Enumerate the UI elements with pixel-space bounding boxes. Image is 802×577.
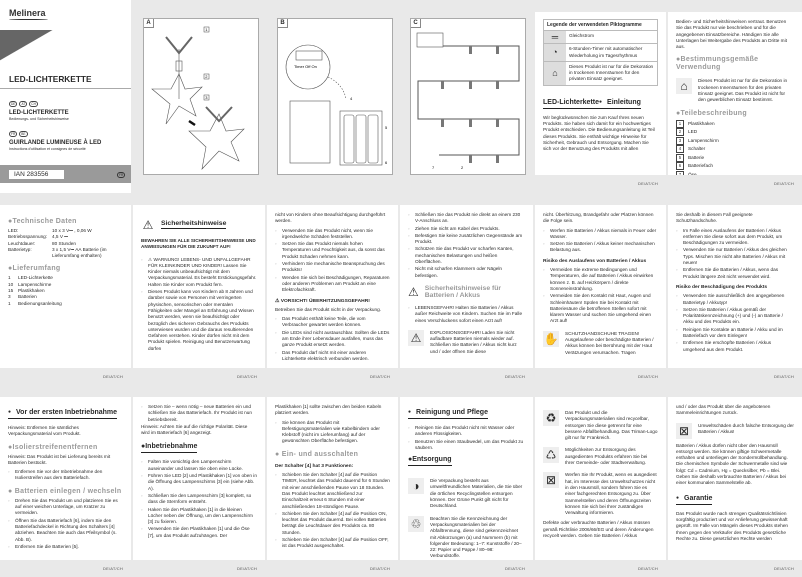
part-number: 1 xyxy=(676,120,684,128)
lang-badge: FR xyxy=(11,132,16,136)
paragraph: Werfen Sie Ihr Produkt, wenn es ausgedient hat, im Interesse des Umweltschutzes nicht in den Hausmüll, sondern führen Sie es einer fachgerechten Entsorgung zu. Über Sammelstellen und deren Öffnungszeiten können Sie sich bei Ihrer zuständigen Verwaltung informieren. xyxy=(565,472,657,516)
list-item: ▫ Schieben Sie den Schalter [4] auf die Position TIMER, leuchtet das Produkt dauernd für 6 Stunden mit einer anschließenden Pause von 18 Stunden. Das Produkt leuchtet anschließend zur Einschaltzeit erneut 6 Stunden mit einer anschließenden 18-stündigen Pause. xyxy=(275,472,390,510)
part-label: 2 xyxy=(461,165,464,170)
paragraph: SCHUTZHANDSCHUHE TRAGEN! Ausgelaufene oder beschädigte Batterien / Akkus können bei Berührung mit der Haut Verätzungen verursachen. Tragen xyxy=(565,330,654,355)
spec-value: 4,5 V ⎓ xyxy=(52,234,68,240)
part-name: Plastikhaken xyxy=(688,120,715,126)
list-item: ▫ Benutzen Sie einen Staubwedel, um das Produkt zu säubern. xyxy=(408,439,525,452)
list-item: ▫ Das Produkt darf nicht mit einer anderen Lichterkette elektrisch verbunden werden. xyxy=(275,350,390,363)
paragraph: nicht von Kindern ohne Beaufsichtigung durchgeführt werden. xyxy=(275,212,386,224)
part-label: 7 xyxy=(432,165,435,170)
paragraph: Hinweis: Achten Sie auf die richtige Polarität. Diese wird im Batteriefach [6] angezeigt. xyxy=(141,423,248,436)
part-item xyxy=(676,120,794,128)
legend-title: Legende der verwendeten Piktogramme xyxy=(544,20,657,31)
page-footer: DE/AT/CH xyxy=(505,566,525,571)
icon-paragraph xyxy=(408,516,525,560)
paragraph: Umweltschäden durch falsche Entsorgung der Batterien / Akkus! xyxy=(698,422,794,434)
house-icon: ⌂ xyxy=(676,78,692,94)
list-item: ▫ Verwenden Sie das Produkt nicht, wenn Sie irgendwelche Schäden feststellen. xyxy=(275,228,390,241)
list-item: ▫ Nicht mit scharfen Klammern oder Nägeln befestigen. xyxy=(408,266,525,279)
manual-page xyxy=(0,205,131,368)
subsection-heading: ●Bestimmungsgemäße Verwendung xyxy=(676,56,759,72)
list-item: ▫ ⚠ WARNUNG! LEBENS- UND UNFALLGEFAHR FÜR KLEINKINDER UND KINDER! Lassen Sie Kinder niemals unbeaufsichtigt mit dem Verpackungsmaterial. Es besteht Erstickungsgefahr. Halten Sie Kinder vom Produkt fern. xyxy=(141,257,257,288)
icon-paragraph xyxy=(676,78,794,103)
bold-heading: Risiko der Beschädigung des Produkts xyxy=(676,284,768,290)
paragraph: Beachten Sie die Kennzeichnung der Verpackungsmaterialien bei der Abfalltrennung, diese sind gekennzeichnet mit Abkürzungen (a) und Nummern (b) mit folgender Bedeutung: 1–7: Kunststoffe / 20–22: Papier und Pappe / 80–98: Verbundstoffe. xyxy=(430,515,522,559)
list-item: ▫ Schützen Sie das Produkt vor scharfen Kanten, mechanischen Belastungen und heißen Oberflächen. xyxy=(408,246,525,265)
list-item: ▫ Reinigen Sie das Produkt nicht mit Wasser oder anderen Flüssigkeiten. xyxy=(408,425,525,438)
paragraph: Plastikhaken [1] sollte zwischen den beiden Kabeln platziert werden. xyxy=(275,404,382,416)
page-footer: DE/AT/CH xyxy=(505,374,525,379)
list-item: ▫ Im Falle eines Auslaufens der Batterien / Akkus entfernen Sie diese sofort aus dem Produkt, um Beschädigungen zu vermeiden. xyxy=(676,228,794,247)
icon-paragraph xyxy=(543,472,658,516)
part-number: 2 xyxy=(676,128,684,136)
battery-box-illustration xyxy=(278,19,392,174)
figure-b xyxy=(277,18,393,175)
page-footer: DE/AT/CH xyxy=(237,374,257,379)
explosion-warning-icon: ⚠ xyxy=(408,330,424,346)
list-item: ▫ Haken Sie den Plastikhaken [1] in die kleinen Löcher neben der Öffnung, um den Lampenschirm [3] zu fixieren. xyxy=(141,507,257,526)
page-footer: DE/AT/CH xyxy=(103,566,123,571)
spec-row xyxy=(8,301,123,307)
paragraph: Defekte oder verbrauchte Batterien / Akkus müssen gemäß Richtlinie 2006/66/EG und deren Änderungen recycelt werden. Geben Sie Batterien / Akkus xyxy=(543,520,654,539)
section-heading: ●Entsorgung xyxy=(408,456,452,466)
page-footer: DE/AT/CH xyxy=(774,374,794,379)
cover-languages xyxy=(9,92,129,152)
list-item: ▫ Dieses Produkt kann von Kindern ab 8 Jahren und darüber sowie von Personen mit verringerten physischen, sensorischen oder mentalen Fähigkeiten oder Mangel an Erfahrung und Wissen benutzt werden, wenn sie beaufsichtigt oder bezüglich des sicheren Gebrauchs des Produkts unterwiesen wurden und die daraus resultierenden Gefahren verstehen. Kinder dürfen nicht mit dem Produkt spielen. Reinigung und Benutzerwartung dürfen xyxy=(141,289,257,352)
spec-key: 1 xyxy=(8,275,11,281)
part-name: Schalter xyxy=(688,146,706,152)
page-footer: DE/AT/CH xyxy=(638,181,658,186)
list-item: ▫ Wenden Sie sich bei Beschädigungen, Reparaturen oder anderen Problemen am Produkt an eine Elektrofachkraft. xyxy=(275,275,390,294)
cover-page xyxy=(0,0,131,193)
dc-icon: ═ xyxy=(544,31,566,43)
title-fr: GUIRLANDE LUMINEUSE À LED xyxy=(9,140,102,146)
spec-value: 80 Stunden xyxy=(52,240,76,246)
list-item: ▫ Entfernen Sie vor der Inbetriebnahme den Isolierstreifen aus dem Batteriefach. xyxy=(8,469,123,482)
list-item: ▫ Sie können das Produkt mit Befestigungsmaterialien wie Kabelbindern oder Klebstoff (nicht im Lieferumfang) auf der gewünschten Oberfläche befestigen. xyxy=(275,420,390,445)
divider xyxy=(0,88,131,89)
part-item xyxy=(676,128,794,136)
section-heading: ● Garantie xyxy=(676,494,712,505)
paragraph: Sie deshalb in diesem Fall geeignete Schutzhandschuhe. xyxy=(676,212,753,224)
spec-value: Lampenschirme xyxy=(18,281,52,287)
icon-paragraph xyxy=(543,410,658,441)
paragraph: und / oder das Produkt über die angebotenen Sammeleinrichtungen zurück. xyxy=(676,404,771,416)
paragraph: Batterien / Akkus dürfen nicht über den Hausmüll entsorgt werden. Sie können giftige Schwermetalle enthalten und unterliegen der Sondermüllbehandlung. Die chemischen Symbole der Schwermetalle sind wie folgt: Cd = Cadmium, Hg = Quecksilber, Pb = Blei. Geben Sie deshalb verbrauchte Batterien / Akkus bei einer kommunalen Sammelstelle ab. xyxy=(676,442,788,486)
manual-page xyxy=(0,397,131,560)
section-heading: LED-Lichterkette xyxy=(543,99,599,109)
paragraph: Das Produkt wurde nach strengen Qualitätsrichtlinien sorgfältig produziert und vor Anlieferung gewissenhaft geprüft. Im Falle von Mängeln dieses Produkts stehen Ihnen gegen den Verkäufer des Produkts gesetzliche Rechte zu. Diese gesetzlichen Rechte werden xyxy=(676,510,789,541)
icon-paragraph xyxy=(408,330,525,355)
list-item: ▫ Das Produkt enthält keine Teile, die vom Verbraucher gewartet werden können. xyxy=(275,316,390,329)
icon-paragraph xyxy=(676,423,794,439)
list-item: ▫ Setzen Sie Batterien / Akkus gemäß der Polaritätskennzeichnung (+) und (-) an Batterie / Akku und des Produkts ein. xyxy=(676,307,794,326)
switch-label: Timer Off On xyxy=(294,64,317,69)
list-item: ▫ Reinigen Sie Kontakte an Batterie / Akku und im Batteriefach vor dem Einlegen! xyxy=(676,327,794,340)
part-name: LED xyxy=(688,129,698,135)
subsection-heading: ●Isolierstreifenentfernen xyxy=(8,443,98,451)
legend-text: 6-Stunden-Timer mit automatischer Wiederholung im Tagesrhythmus xyxy=(569,46,643,58)
part-label: 5 xyxy=(385,125,388,130)
paragraph: Das Produkt und die Verpackungsmaterialien sind recycelbar, entsorgen Sie diese getrennt für eine bessere Abfallbehandlung. Das Triman-Logo gilt nur für Frankreich. xyxy=(565,410,658,441)
subsection-heading: ● Batterien einlegen / wechseln xyxy=(8,487,122,495)
list-item: ▫ Befestigen Sie keine zusätzlichen Gegenstände am Produkt. xyxy=(408,233,525,246)
figure-c xyxy=(410,18,526,175)
figure-label: A xyxy=(144,19,154,28)
spec-key: Betriebsspannung: xyxy=(8,234,48,240)
paragraph: Betreiben Sie das Produkt nicht in der Verpackung. xyxy=(275,306,382,312)
list-item: ▫ Verwenden Sie den Plastikhaken [1] und die Öse [7], um das Produkt aufzuhängen. Der xyxy=(141,526,257,539)
manual-page xyxy=(668,12,802,175)
list-item: ▫ Öffnen Sie das Batteriefach [6], indem Sie den Batteriefachdeckel in Richtung des Schalters [4] abziehen. Beachten Sie auch das Pfeilsymbol (s. Abb. B). xyxy=(8,518,123,543)
list-item: ▫ Falten Sie vorsichtig den Lampenschirm auseinander und lassen Sie oben eine Lücke. xyxy=(141,459,257,472)
warning-heading xyxy=(408,285,525,299)
paragraph: Dieses Produkt ist nur für die Dekoration in trockenen Innenräumen für den privaten Einsatz geeignet. Das Produkt ist nicht für den gewerblichen Einsatz bestimmt. xyxy=(698,78,788,103)
part-label: 6 xyxy=(385,160,388,165)
lang-badge: AT xyxy=(21,102,26,106)
list-item: ▫ Die LEDs sind nicht austauschbar. Sollten die LEDs am Ende ihrer Lebensdauer ausfallen, muss das ganze Produkt ersetzt werden. xyxy=(275,330,390,349)
timer-icon: ◔ xyxy=(544,44,566,61)
spec-key: LED: xyxy=(8,228,19,233)
list-item: ▫ Entfernen Sie die Batterien / Akkus, wenn das Produkt längere Zeit nicht verwendet wird. xyxy=(676,267,794,280)
country-badge: FR xyxy=(119,173,124,177)
lang-badge: DE xyxy=(11,102,16,106)
spec-key: 10 xyxy=(8,281,14,287)
part-item xyxy=(676,154,794,162)
part-name: Batteriefach xyxy=(688,163,714,169)
list-item: ▫ Schieben Sie den Schalter [4] auf die Position ON, leuchtet das Produkt dauernd. Bei vollen Batterien beträgt die Leuchtdauer des Produkts ca. 80 Stunden. xyxy=(275,511,390,536)
star-lamp-illustration xyxy=(144,19,258,174)
list-item: ▫ Setzen Sie Batterien / Akkus keiner mechanischen Belastung aus. xyxy=(543,241,658,254)
cover-stripe xyxy=(0,30,60,62)
battery-warning-icon: ⚠ xyxy=(408,284,419,299)
icon-paragraph xyxy=(543,331,658,356)
legend-text: Gleichstrom xyxy=(569,33,595,39)
warning-heading xyxy=(141,218,257,232)
list-item: ▫ Verwenden Sie nur Batterien / Akkus des gleichen Typs. Mischen Sie nicht alte Batterien / Akkus mit neuen! xyxy=(676,247,794,266)
brand-logo: Melinera xyxy=(9,8,46,18)
heading-text: Sicherheitshinweise für Batterien / Akkus xyxy=(424,284,502,299)
list-item: ▫ Schließen Sie den Lampenschirm [3] komplett, so dass die Sternform entsteht. xyxy=(141,493,257,506)
spec-key: 3 xyxy=(8,294,11,300)
paragraph: Die Verpackung besteht aus umweltfreundlichen Materialien, die Sie über die örtlichen Recyclingstellen entsorgen können. Der Grüne Punkt gilt nicht für Deutschland. xyxy=(430,478,523,509)
bold-heading: ⚠ VORSICHT! ÜBERHITZUNGSGEFAHR! xyxy=(275,298,370,304)
title-de: LED-LICHTERKETTE xyxy=(9,110,69,116)
subsection-heading: ●Technische Daten xyxy=(8,218,77,225)
icon-paragraph xyxy=(543,447,658,466)
spec-value: Plastikhaken xyxy=(18,288,45,294)
manual-page xyxy=(133,205,265,368)
paragraph: Wir beglückwünschen Sie zum Kauf Ihres neuen Produkts. Sie haben sich damit für ein hochwertiges Produkt entschieden. Die Bedienungsanleitung ist Teil dieses Produkts. Sie enthält wichtige Hinweise für Sicherheit, Gebrauch und Entsorgung. Machen Sie sich vor der Benutzung des Produkts mit allen xyxy=(543,114,655,152)
crossed-bin-icon: ⊠ xyxy=(676,423,692,439)
list-item: ▫ Setzen Sie das Produkt niemals hohen Temperaturen und Feuchtigkeit aus, da sonst das Produkt Schaden nehmen kann. xyxy=(275,241,390,260)
part-item xyxy=(676,162,794,170)
part-label: 1 xyxy=(205,27,208,32)
lang-badge: CH xyxy=(31,102,36,106)
recycling-icon: ♲ xyxy=(408,516,424,532)
spec-key: 1 xyxy=(8,300,11,306)
manual-page xyxy=(133,397,265,560)
part-number: 7 xyxy=(676,171,684,175)
subsection-heading: ● Ein- und ausschalten xyxy=(275,450,359,458)
page-footer: DE/AT/CH xyxy=(774,181,794,186)
spec-value: Batterien xyxy=(18,294,37,300)
list-item: ▫ Vermeiden Sie den Kontakt mit Haut, Augen und Schleimhäuten! Spülen Sie bei Kontakt mit Batteriesäure die betroffenen Stellen sofort mit klarem Wasser und suchen Sie umgehend einen Arzt auf! xyxy=(543,293,658,324)
spec-value: 10 x 3 V⎓ , 0,06 W xyxy=(52,228,92,233)
manual-page xyxy=(267,397,398,560)
list-item: ▫ Vermeiden Sie extreme Bedingungen und Temperaturen, die auf Batterien / Akkus einwirken können z. B. auf Heizkörpern / direkte Sonneneinstrahlung. xyxy=(543,267,658,292)
section-heading: ● Einleitung xyxy=(599,98,641,109)
page-footer: DE/AT/CH xyxy=(103,374,123,379)
list-item: ▫ LEBENSGEFAHR! Halten Sie Batterien / Akkus außer Reichweite von Kindern. Suchen Sie im Falle eines Verschluckens sofort einen Arzt auf! xyxy=(408,305,525,324)
paragraph: Hinweis: Entfernen Sie sämtliches Verpackungsmaterial vom Produkt. xyxy=(8,425,81,437)
part-item xyxy=(676,171,794,175)
page-footer: DE/AT/CH xyxy=(370,566,390,571)
disposal-icon: ♺ xyxy=(543,447,559,463)
part-number: 3 xyxy=(676,137,684,145)
list-item: ▫ Setzen Sie – wenn nötig – neue Batterien ein und schließen Sie das Batteriefach. Ihr Produkt ist nun betriebsbereit. xyxy=(141,404,257,423)
part-number: 4 xyxy=(676,145,684,153)
green-dot-icon: ◑ xyxy=(408,478,424,494)
spec-value: Bedienungsanleitung xyxy=(18,300,62,306)
part-item xyxy=(676,145,794,153)
legend-row xyxy=(544,31,657,44)
lang-badge: BE xyxy=(21,132,26,136)
paragraph: Bedien- und Sicherheitshinweisen vertraut. Benutzen Sie das Produkt nur wie beschrieben und für die angegebenen Einsatzbereiche. Händigen Sie alle Unterlagen bei Weitergabe des Produkts an Dritte mit aus. xyxy=(676,19,787,50)
house-icon: ⌂ xyxy=(544,62,566,85)
caps-notice: BEWAHREN SIE ALLE SICHERHEITSHINWEISE UND ANWEISUNGEN FÜR DIE ZUKUNFT AUF! xyxy=(141,238,256,250)
page-footer: DE/AT/CH xyxy=(237,566,257,571)
manual-page xyxy=(267,205,398,368)
legend-row xyxy=(544,62,657,85)
spec-key: Batterietyp: xyxy=(8,246,32,252)
paragraph: EXPLOSIONSGEFAHR! Laden Sie nicht aufladbare Batterien niemals wieder auf. Schließen Sie Batterien / Akkus nicht kurz und / oder öffnen Sie diese xyxy=(430,329,517,354)
list-item: ▫ Werfen Sie Batterien / Akkus niemals in Feuer oder Wasser. xyxy=(543,228,658,241)
gloves-icon: ✋ xyxy=(543,331,559,346)
cover-title: LED-LICHTERKETTE xyxy=(9,74,92,84)
spec-value: 3 x 1,5 V⎓ AA Batterie (im Lieferumfang enthalten) xyxy=(52,246,107,259)
pictogram-legend xyxy=(543,19,658,86)
triman-icon: ♻ xyxy=(543,410,559,426)
list-item: ▫ Verwenden Sie ausschließlich den angegebenen Batterietyp / Akkutyp! xyxy=(676,293,794,306)
spec-key: Leuchtdauer: xyxy=(8,240,36,246)
list-item: ▫ Verhindern Sie mechanische Beanspruchung des Produkts! xyxy=(275,261,390,274)
bold-heading: Der Schalter [4] hat 3 Funktionen: xyxy=(275,463,354,469)
list-item: ▫ Schieben Sie den Schalter [4] auf die Position OFF, ist das Produkt ausgeschaltet. xyxy=(275,537,390,550)
legend-row xyxy=(544,44,657,62)
paragraph: Möglichkeiten zur Entsorgung des ausgedienten Produkts erfahren Sie bei Ihrer Gemeinde- oder Stadtverwaltung. xyxy=(565,447,648,466)
subtitle-fr: Instructions d'utilisation et consignes de sécurité xyxy=(9,147,86,151)
list-item: ▫ Entfernen Sie erschöpfte Batterien / Akkus umgehend aus dem Produkt. xyxy=(676,340,794,353)
spec-key: 15 xyxy=(8,288,14,294)
manual-page xyxy=(400,205,533,368)
icon-paragraph xyxy=(408,478,525,509)
page-footer: DE/AT/CH xyxy=(638,566,658,571)
paragraph: Hinweis: Das Produkt ist bei Lieferung bereits mit Batterien bestückt. xyxy=(8,453,111,465)
manual-page xyxy=(400,397,533,560)
paragraph: nicht. Überhitzung, Brandgefahr oder Platzen können die Folge sein. xyxy=(543,212,654,224)
list-item: ▫ Entfernen Sie die Batterien [5]. xyxy=(8,544,123,550)
subsection-heading: ●Lieferumfang xyxy=(8,265,61,273)
light-chain-illustration xyxy=(411,19,525,174)
part-name: Batterie xyxy=(688,154,705,160)
list-item: ▫ Schließen Sie das Produkt nie direkt an einem 230 V-Anschluss an. xyxy=(408,212,525,225)
warning-icon: ⚠ xyxy=(142,218,154,232)
part-label: 4 xyxy=(350,96,353,101)
part-name: Lampenschirm xyxy=(688,137,719,143)
legend-text: Dieses Produkt ist nur für die Dekoration in trockenen Innenräumen für den privaten Einsatz geeignet. xyxy=(569,63,654,82)
heading-text: Sicherheitshinweise xyxy=(161,220,227,228)
manual-page xyxy=(535,205,666,368)
list-item: ▫ Führen Sie LED [2] und Plastikhaken [1] von oben in die Öffnung des Lampenschirms [3] ein (siehe Abb. A). xyxy=(141,473,257,492)
manual-page xyxy=(668,397,802,560)
part-name: Öse xyxy=(688,171,697,175)
manual-page xyxy=(668,205,802,368)
manual-page xyxy=(535,12,666,175)
section-heading: ● Reinigung und Pflege xyxy=(408,408,488,419)
subtitle-de: Bedienungs- und Sicherheitshinweise xyxy=(9,117,69,121)
figure-label: B xyxy=(278,19,288,28)
part-number: 5 xyxy=(676,154,684,162)
spec-row xyxy=(8,247,123,260)
spec-value: LED-Lichterkette xyxy=(18,275,53,281)
part-label: 3 xyxy=(205,95,208,100)
section-heading: ● Vor der ersten Inbetriebnahme xyxy=(8,408,117,419)
list-item: ▫ Drehen Sie das Produkt um und platzieren Sie es auf einer weichen Unterlage, um Kratzer zu vermeiden. xyxy=(8,498,123,517)
section-heading: ●Inbetriebnahme xyxy=(141,443,197,453)
list-item: ▫ Ziehen Sie nicht am Kabel des Produkts. xyxy=(408,226,525,232)
bold-heading: Risiko des Auslaufens von Batterien / Akkus xyxy=(543,258,647,264)
figure-a xyxy=(143,18,259,175)
part-label: 2 xyxy=(205,74,208,79)
part-number: 6 xyxy=(676,162,684,170)
page-footer: DE/AT/CH xyxy=(774,566,794,571)
subsection-heading: ●Teilebeschreibung xyxy=(676,109,747,117)
manual-page xyxy=(535,397,666,560)
ian-number: IAN 283556 xyxy=(9,170,64,179)
page-footer: DE/AT/CH xyxy=(370,374,390,379)
part-item xyxy=(676,137,794,145)
crossed-bin-icon: ⊠ xyxy=(543,472,559,488)
page-footer: DE/AT/CH xyxy=(638,374,658,379)
figure-label: C xyxy=(411,19,421,28)
